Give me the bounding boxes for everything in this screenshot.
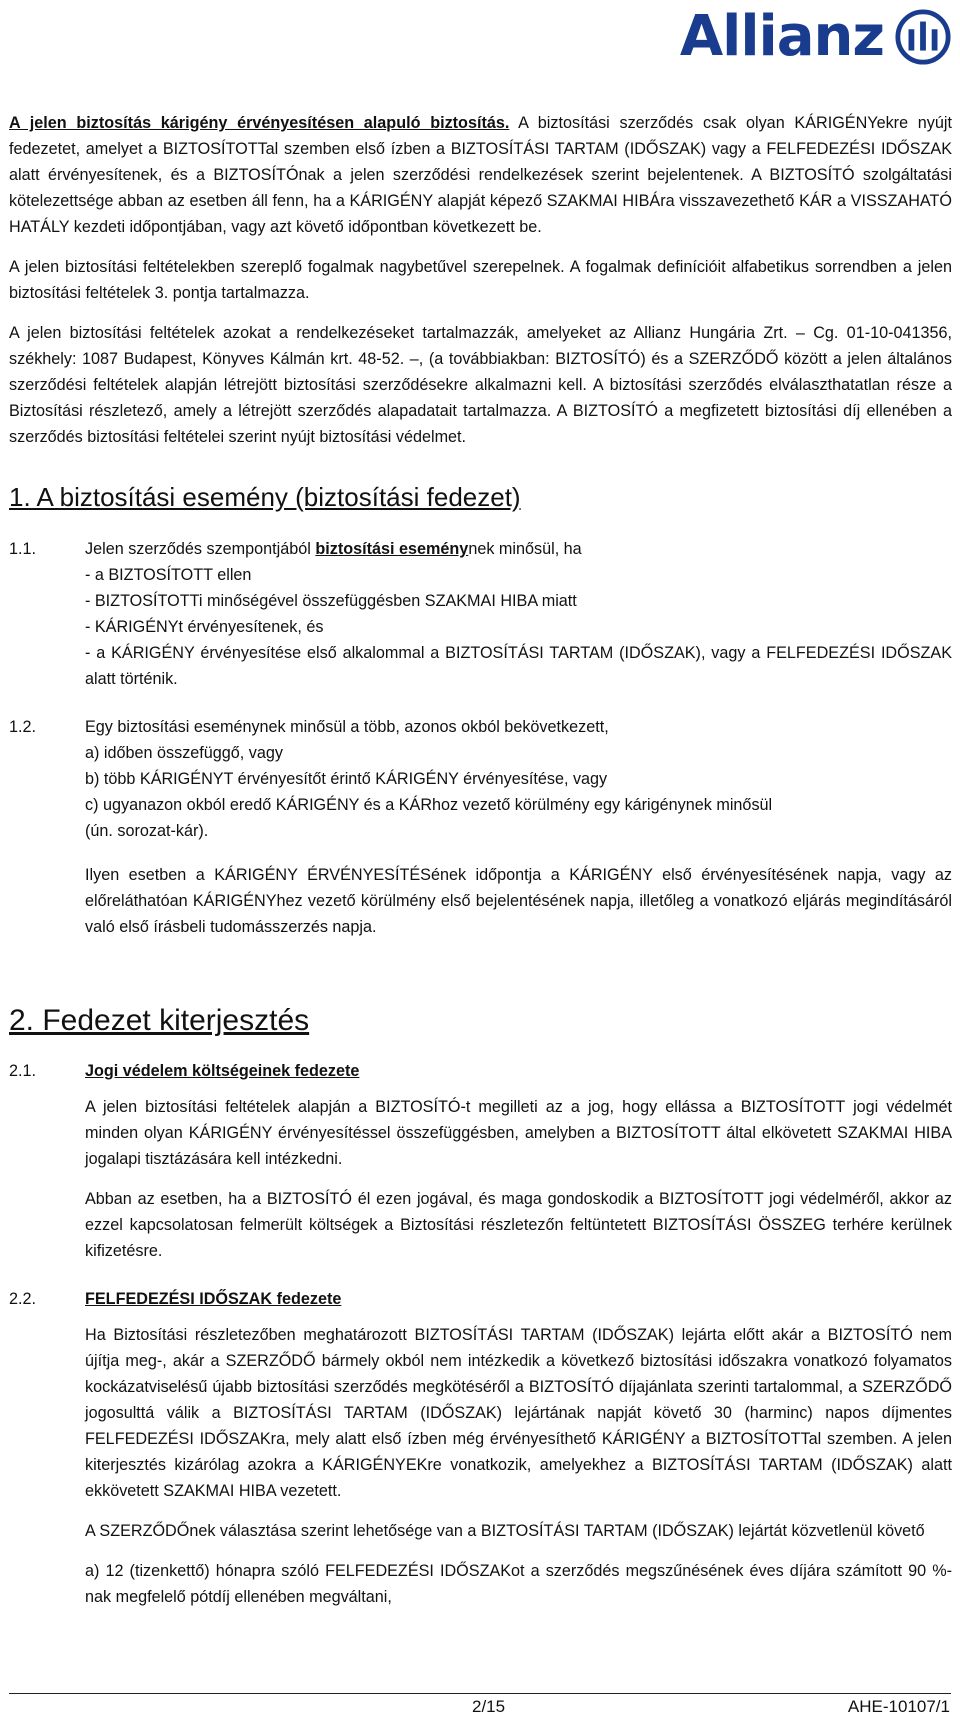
intro-paragraph-3: A jelen biztosítási feltételek azokat a rendelkezéseket tartalmazzák, amelyeket az Allianz Hungária Zrt. – Cg. 01-10-041356, székhely: 1087 Budapest, Könyves Kálmán krt. 48-52. –, (a továbbiakban: BIZTOSÍTÓ) és a SZERZŐDŐ között a jelen általános szerződési feltételek alapján létrejött biztosítási szerződésekre alkalmazni kell. A biztosítási szerződés elválaszthatatlan része a Biztosítási részletező, amely a létrejött szerződés alapadatait tartalmazza. A BIZTOSÍTÓ a megfizetett biztosítási díj ellenében a szerződés biztosítási feltételei szerint nyújt biztosítási védelmet. — [9, 324, 952, 446]
item-paragraph: a) 12 (tizenkettő) hónapra szóló FELFEDEZÉSI IDŐSZAKot a szerződés megszűnésének éves díjára számított 90 %-nak megfelelő pótdíj ellenében megváltani, — [85, 1562, 952, 1606]
allianz-eagle-icon — [894, 8, 952, 66]
item-number: 1.2. — [9, 718, 37, 736]
item-title: Jogi védelem költségeinek fedezete — [85, 1062, 360, 1080]
item-paragraph: A jelen biztosítási feltételek alapján a BIZTOSÍTÓ-t megilleti az a jog, hogy ellássa a BIZTOSÍTOTT jogi védelmét minden olyan KÁRIGÉNY érvényesítéssel összefüggésben, amelyben a BIZTOSÍTOTT által elkövetett SZAKMAI HIBA jogalapi tisztázására kell intézkedni. — [85, 1098, 952, 1168]
list-item: a) időben összefüggő, vagy — [85, 744, 283, 762]
lead-text: Jelen szerződés szempontjából — [85, 540, 316, 558]
item-1-2 — [9, 714, 952, 954]
intro-paragraph-2: A jelen biztosítási feltételekben szereplő fogalmak nagybetűvel szerepelnek. A fogalmak definícióit alfabetikus sorrendben a jelen biztosítási feltételek 3. pontja tartalmazza. — [9, 258, 952, 302]
intro-bold-lead: A jelen biztosítás kárigény érvényesítésen alapuló biztosítás. — [9, 114, 510, 132]
item-number: 2.1. — [9, 1062, 37, 1080]
lead-text-end: nek minősül, ha — [468, 540, 582, 558]
document-code: AHE-10107/1 — [847, 1697, 950, 1716]
list-item: - a BIZTOSÍTOTT ellen — [85, 566, 252, 584]
item-paragraph: Abban az esetben, ha a BIZTOSÍTÓ él ezen jogával, és maga gondoskodik a BIZTOSÍTOTT jogi védelméről, akkor az ezzel kapcsolatosan felmerült költségek a Biztosítási részletezőn feltüntetett BIZTOSÍTÁSI ÖSSZEG terhére kerülnek kifizetésre. — [85, 1190, 952, 1260]
logo-wordmark: Allianz — [679, 4, 884, 69]
document-body — [9, 110, 952, 1624]
item-title: FELFEDEZÉSI IDŐSZAK fedezete — [85, 1290, 342, 1308]
item-paragraph: Ha Biztosítási részletezőben meghatározott BIZTOSÍTÁSI TARTAM (IDŐSZAK) lejárta előtt akár a BIZTOSÍTÓ nem újítja meg-, akár a SZERZŐDŐ bármely okból nem intézkedik a következő biztosítási időszakra vonatkozó folyamatos kockázatviselésű újabb biztosítási szerződés megkötéséről a BIZTOSÍTÓ díjajánlata szerinti tartalommal, a SZERZŐDŐ jogosulttá válik a BIZTOSÍTÁSI TARTAM (IDŐSZAK) lejártának napját követő 30 (harminc) napos díjmentes FELFEDEZÉSI IDŐSZAKra, mely alatt első ízben még érvényesíthető KÁRIGÉNY a BIZTOSÍTOTTal szemben. A jelen kiterjesztés kizárólag azokra a KÁRIGÉNYEKre vonatkozik, amelyekhez a BIZTOSÍTÁSI TARTAM (IDŐSZAK) alatt ekkövetett SZAKMAI HIBA vezetett. — [85, 1326, 952, 1500]
intro-paragraph-1 — [9, 110, 952, 240]
intro-text: A biztosítási szerződés csak olyan KÁRIGÉNYekre nyújt fedezetet, amelyet a BIZTOSÍTOTTal szemben első ízben a BIZTOSÍTÁSI TARTAM (IDŐSZAK) vagy a FELFEDEZÉSI IDŐSZAK alatt érvényesítenek, és a BIZTOSÍTÓnak a jelen szerződési rendelkezések szerint bejelentenek. A BIZTOSÍTÓ szolgáltatási kötelezettsége abban az esetben áll fenn, ha a KÁRIGÉNY alapját képező SZAKMAI HIBÁra visszavezethető KÁR a VISSZAHATÓ HATÁLY kezdeti időpontjában, vagy azt követő időpontban következett be. — [9, 114, 952, 236]
footer-rule — [9, 1693, 951, 1694]
lead-bold-term: biztosítási esemény — [315, 540, 469, 558]
allianz-logo — [680, 4, 952, 70]
list-item: c) ugyanazon okból eredő KÁRIGÉNY és a KÁRhoz vezető körülmény egy kárigénynek minősül — [85, 796, 773, 814]
list-item: b) több KÁRIGÉNYT érvényesítőt érintő KÁRIGÉNY érvényesítése, vagy — [85, 770, 608, 788]
item-1-1 — [9, 536, 952, 692]
item-paragraph: Ilyen esetben a KÁRIGÉNY ÉRVÉNYESÍTÉSének időpontja a KÁRIGÉNY első érvényesítésének napja, vagy az előreláthatóan KÁRIGÉNYhez vezető körülmény első bejelentésének napja, illetőleg a vonatkozó eljárás megindításáról való első írásbeli tudomásszerzés napja. — [85, 866, 952, 936]
item-paragraph: A SZERZŐDŐnek választása szerint lehetősége van a BIZTOSÍTÁSI TARTAM (IDŐSZAK) lejártát közvetlenül követő — [85, 1522, 925, 1540]
section-1-heading: 1. A biztosítási esemény (biztosítási fedezet) — [9, 482, 521, 512]
list-item: - a KÁRIGÉNY érvényesítése első alkalommal a BIZTOSÍTÁSI TARTAM (IDŐSZAK), vagy a FELFEDEZÉSI IDŐSZAK alatt történik. — [85, 644, 952, 688]
section-2-heading: 2. Fedezet kiterjesztés — [9, 1004, 310, 1037]
item-2-1 — [9, 1058, 952, 1278]
list-item: - KÁRIGÉNYt érvényesítenek, és — [85, 618, 324, 636]
list-item: - BIZTOSÍTOTTi minőségével összefüggésben SZAKMAI HIBA miatt — [85, 592, 577, 610]
list-item: Egy biztosítási eseménynek minősül a több, azonos okból bekövetkezett, — [85, 718, 609, 736]
item-2-2 — [9, 1286, 952, 1624]
item-number: 1.1. — [9, 540, 37, 558]
list-item: (ún. sorozat-kár). — [85, 822, 209, 840]
item-lead — [85, 536, 952, 562]
item-number: 2.2. — [9, 1290, 37, 1308]
page-number: 2/15 — [472, 1697, 506, 1716]
